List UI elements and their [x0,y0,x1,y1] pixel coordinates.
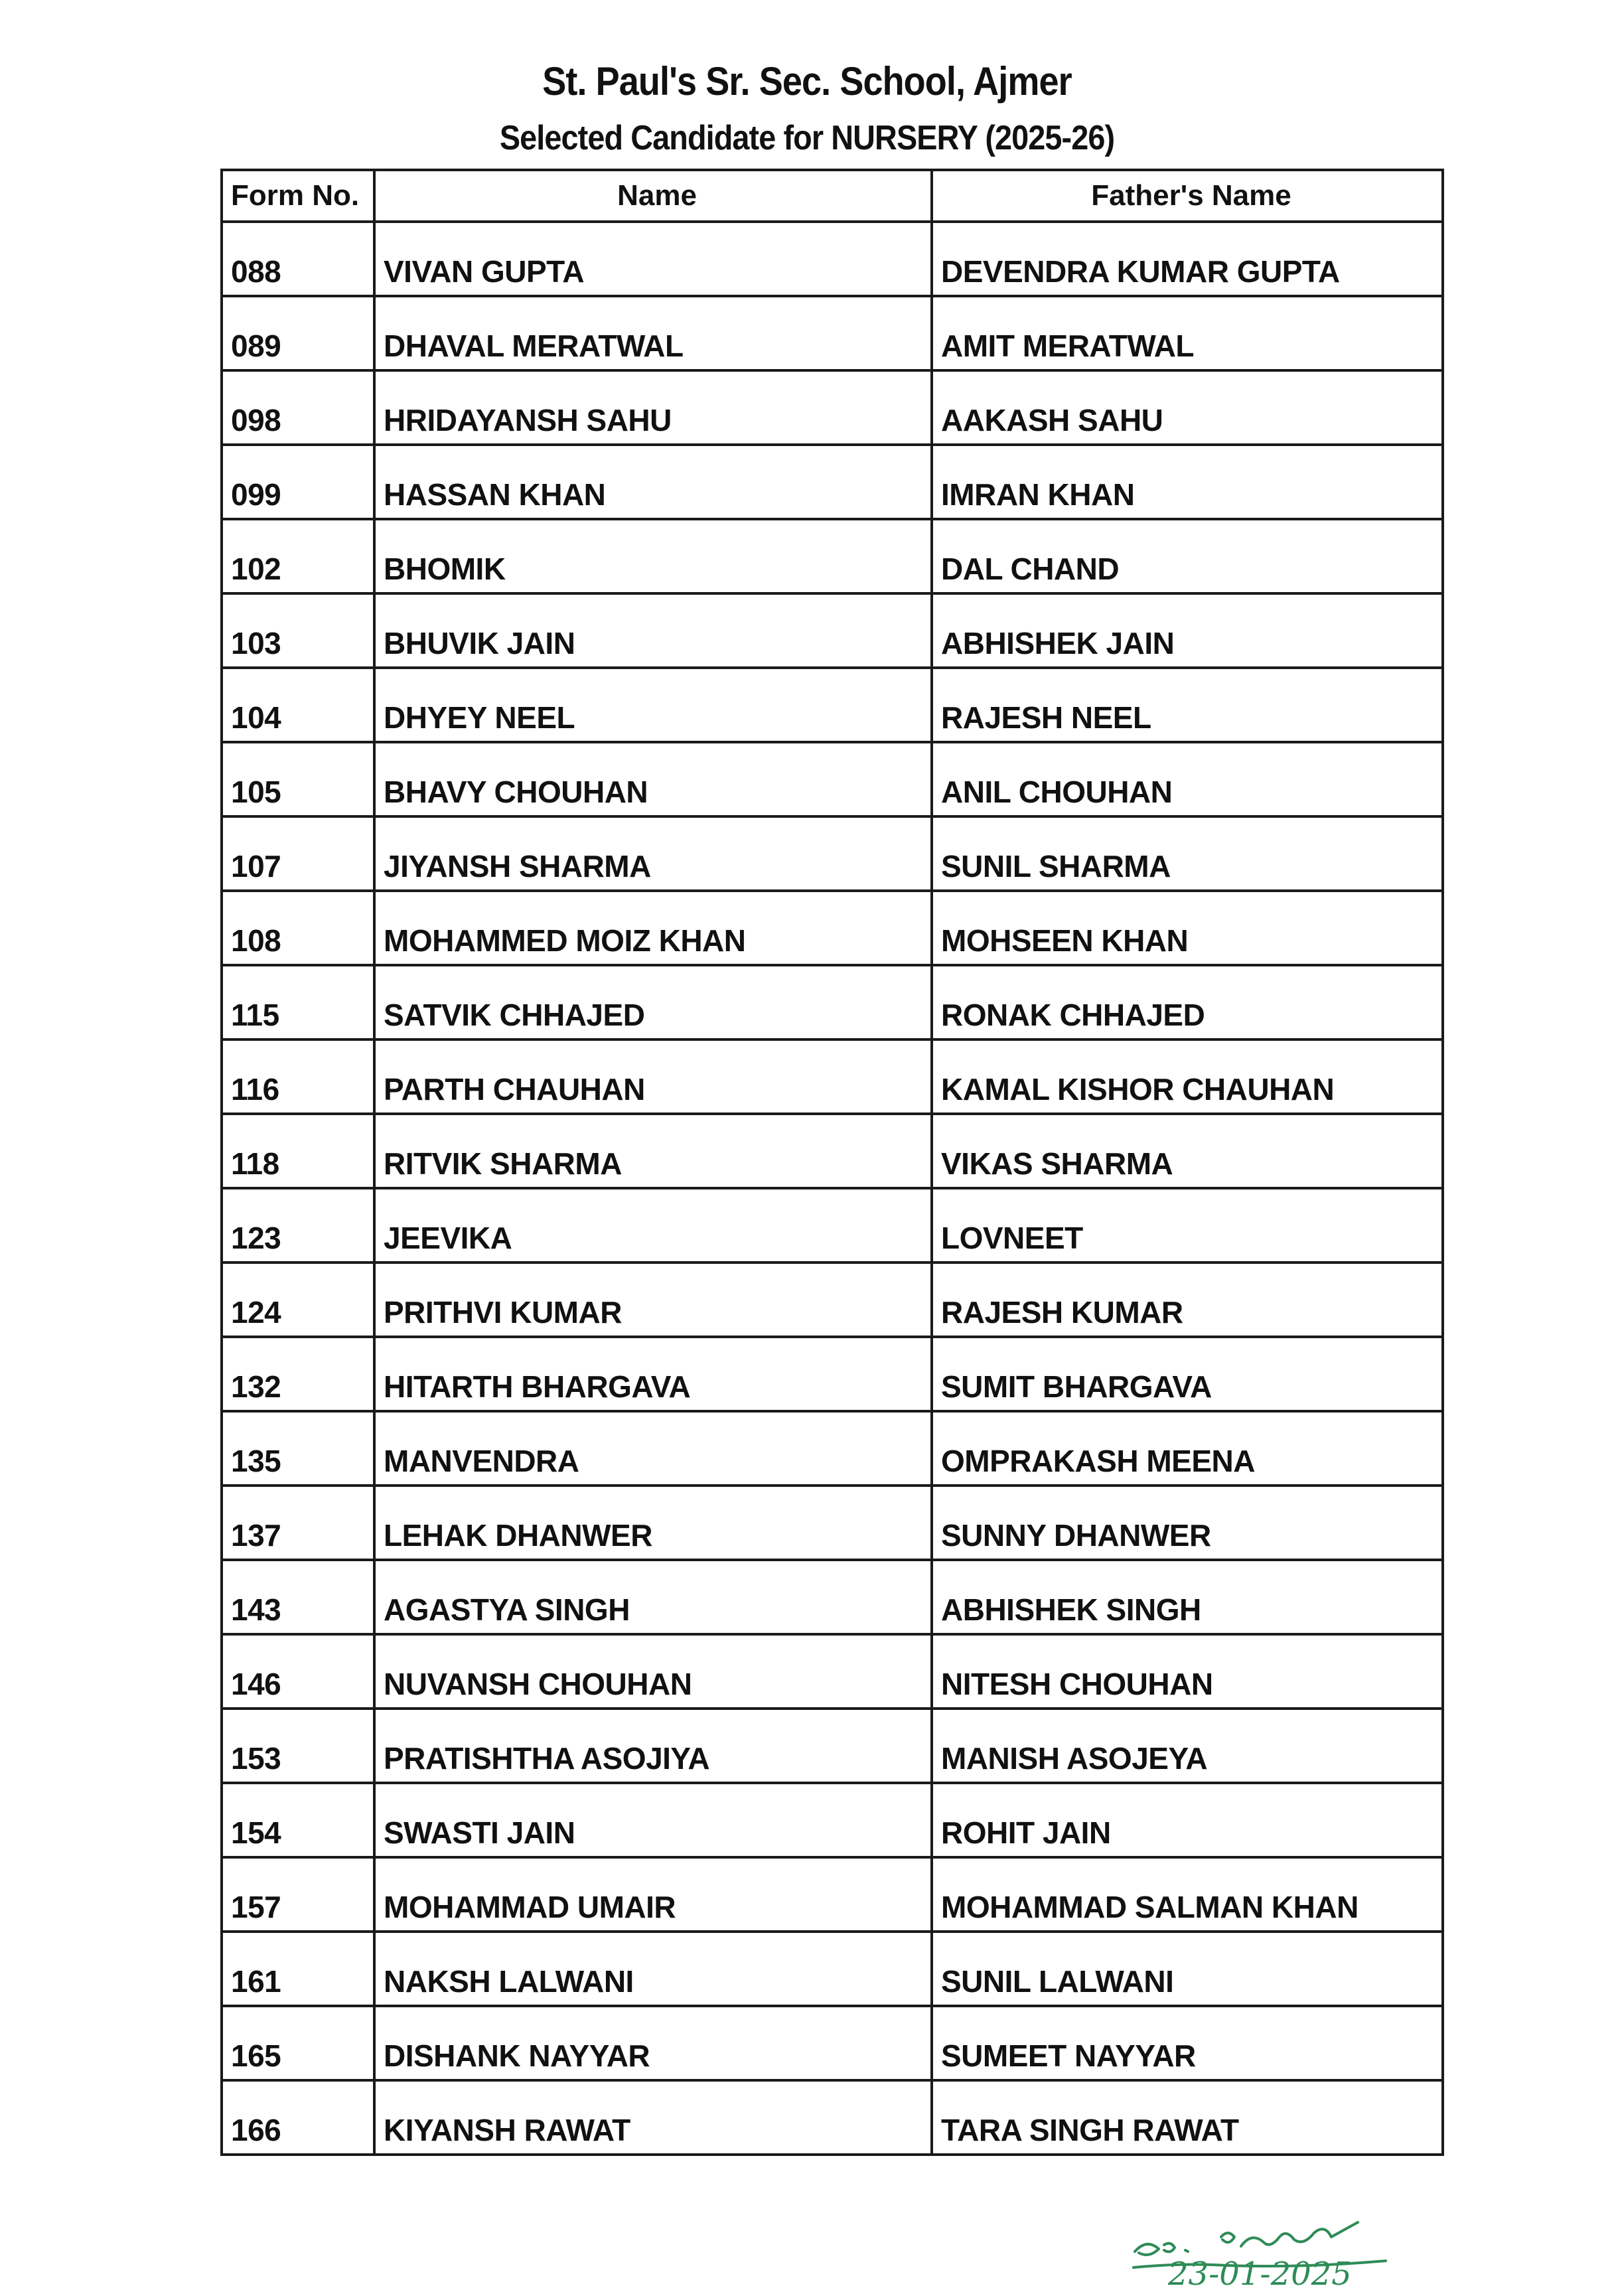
name-cell: HASSAN KHAN [374,445,932,519]
table-row [222,1560,1443,1634]
table-row [222,1783,1443,1857]
signature-date: 23-01-2025 [1168,2256,1352,2290]
table-row [222,593,1443,668]
form-no-cell: 123 [222,1188,374,1263]
form-no-cell: 161 [222,1932,374,2006]
form-no-cell: 116 [222,1039,374,1114]
form-no-cell: 102 [222,519,374,593]
candidates-table [220,169,1444,2156]
table-row [222,519,1443,593]
fathers-name-cell: ABHISHEK JAIN [932,593,1443,668]
table-row [222,1486,1443,1560]
name-cell: PARTH CHAUHAN [374,1039,932,1114]
name-cell: NAKSH LALWANI [374,1932,932,2006]
form-no-cell: 146 [222,1634,374,1709]
table-row [222,370,1443,445]
name-cell: DHYEY NEEL [374,668,932,742]
fathers-name-cell: NITESH CHOUHAN [932,1634,1443,1709]
fathers-name-cell: TARA SINGH RAWAT [932,2080,1443,2155]
fathers-name-cell: OMPRAKASH MEENA [932,1411,1443,1486]
form-no-cell: 104 [222,668,374,742]
form-no-cell: 099 [222,445,374,519]
table-row [222,668,1443,742]
form-no-cell: 088 [222,222,374,296]
form-no-cell: 153 [222,1709,374,1783]
form-no-cell: 108 [222,891,374,965]
fathers-name-cell: RAJESH NEEL [932,668,1443,742]
table-row [222,1188,1443,1263]
form-no-cell: 098 [222,370,374,445]
name-cell: VIVAN GUPTA [374,222,932,296]
fathers-name-cell: MOHSEEN KHAN [932,891,1443,965]
form-no-cell: 107 [222,816,374,891]
name-cell: SATVIK CHHAJED [374,965,932,1039]
name-cell: BHOMIK [374,519,932,593]
handwritten-signature [1122,2217,1467,2290]
name-cell: SWASTI JAIN [374,1783,932,1857]
fathers-name-cell: AMIT MERATWAL [932,296,1443,370]
table-row [222,1263,1443,1337]
form-no-cell: 089 [222,296,374,370]
table-row [222,1709,1443,1783]
form-no-cell: 118 [222,1114,374,1188]
fathers-name-cell: AAKASH SAHU [932,370,1443,445]
fathers-name-cell: RONAK CHHAJED [932,965,1443,1039]
fathers-name-cell: LOVNEET [932,1188,1443,1263]
form-no-cell: 115 [222,965,374,1039]
column-header-name: Name [374,170,932,222]
fathers-name-cell: SUNNY DHANWER [932,1486,1443,1560]
fathers-name-cell: SUMIT BHARGAVA [932,1337,1443,1411]
name-cell: MOHAMMED MOIZ KHAN [374,891,932,965]
fathers-name-cell: ROHIT JAIN [932,1783,1443,1857]
fathers-name-cell: ABHISHEK SINGH [932,1560,1443,1634]
fathers-name-cell: MANISH ASOJEYA [932,1709,1443,1783]
form-no-cell: 124 [222,1263,374,1337]
table-row [222,445,1443,519]
fathers-name-cell: VIKAS SHARMA [932,1114,1443,1188]
table-row [222,891,1443,965]
name-cell: DHAVAL MERATWAL [374,296,932,370]
school-title: St. Paul's Sr. Sec. School, Ajmer [542,59,1072,104]
fathers-name-cell: IMRAN KHAN [932,445,1443,519]
table-row [222,816,1443,891]
name-cell: PRATISHTHA ASOJIYA [374,1709,932,1783]
name-cell: MANVENDRA [374,1411,932,1486]
name-cell: LEHAK DHANWER [374,1486,932,1560]
name-cell: RITVIK SHARMA [374,1114,932,1188]
form-no-cell: 137 [222,1486,374,1560]
table-row [222,1337,1443,1411]
fathers-name-cell: MOHAMMAD SALMAN KHAN [932,1857,1443,1932]
form-no-cell: 103 [222,593,374,668]
name-cell: BHUVIK JAIN [374,593,932,668]
name-cell: MOHAMMAD UMAIR [374,1857,932,1932]
name-cell: KIYANSH RAWAT [374,2080,932,2155]
table-body [222,222,1443,2155]
column-header-form-no: Form No. [222,170,374,222]
fathers-name-cell: KAMAL KISHOR CHAUHAN [932,1039,1443,1114]
fathers-name-cell: DAL CHAND [932,519,1443,593]
form-no-cell: 105 [222,742,374,816]
table-row [222,1857,1443,1932]
list-title: Selected Candidate for NURSERY (2025-26) [499,119,1115,157]
fathers-name-cell: ANIL CHOUHAN [932,742,1443,816]
table-row [222,965,1443,1039]
form-no-cell: 154 [222,1783,374,1857]
table-row [222,1932,1443,2006]
table-row [222,1411,1443,1486]
table-row [222,1634,1443,1709]
fathers-name-cell: RAJESH KUMAR [932,1263,1443,1337]
fathers-name-cell: DEVENDRA KUMAR GUPTA [932,222,1443,296]
fathers-name-cell: SUMEET NAYYAR [932,2006,1443,2080]
table-row [222,2006,1443,2080]
table-row [222,1114,1443,1188]
form-no-cell: 135 [222,1411,374,1486]
name-cell: PRITHVI KUMAR [374,1263,932,1337]
column-header-fathers-name: Father's Name [932,170,1443,222]
name-cell: BHAVY CHOUHAN [374,742,932,816]
table-row [222,2080,1443,2155]
name-cell: HRIDAYANSH SAHU [374,370,932,445]
form-no-cell: 132 [222,1337,374,1411]
name-cell: JIYANSH SHARMA [374,816,932,891]
fathers-name-cell: SUNIL SHARMA [932,816,1443,891]
table-row [222,222,1443,296]
name-cell: AGASTYA SINGH [374,1560,932,1634]
name-cell: HITARTH BHARGAVA [374,1337,932,1411]
table-row [222,742,1443,816]
form-no-cell: 157 [222,1857,374,1932]
form-no-cell: 165 [222,2006,374,2080]
table-header-row [222,170,1443,222]
name-cell: DISHANK NAYYAR [374,2006,932,2080]
table-row [222,296,1443,370]
name-cell: JEEVIKA [374,1188,932,1263]
form-no-cell: 166 [222,2080,374,2155]
form-no-cell: 143 [222,1560,374,1634]
table-row [222,1039,1443,1114]
name-cell: NUVANSH CHOUHAN [374,1634,932,1709]
fathers-name-cell: SUNIL LALWANI [932,1932,1443,2006]
